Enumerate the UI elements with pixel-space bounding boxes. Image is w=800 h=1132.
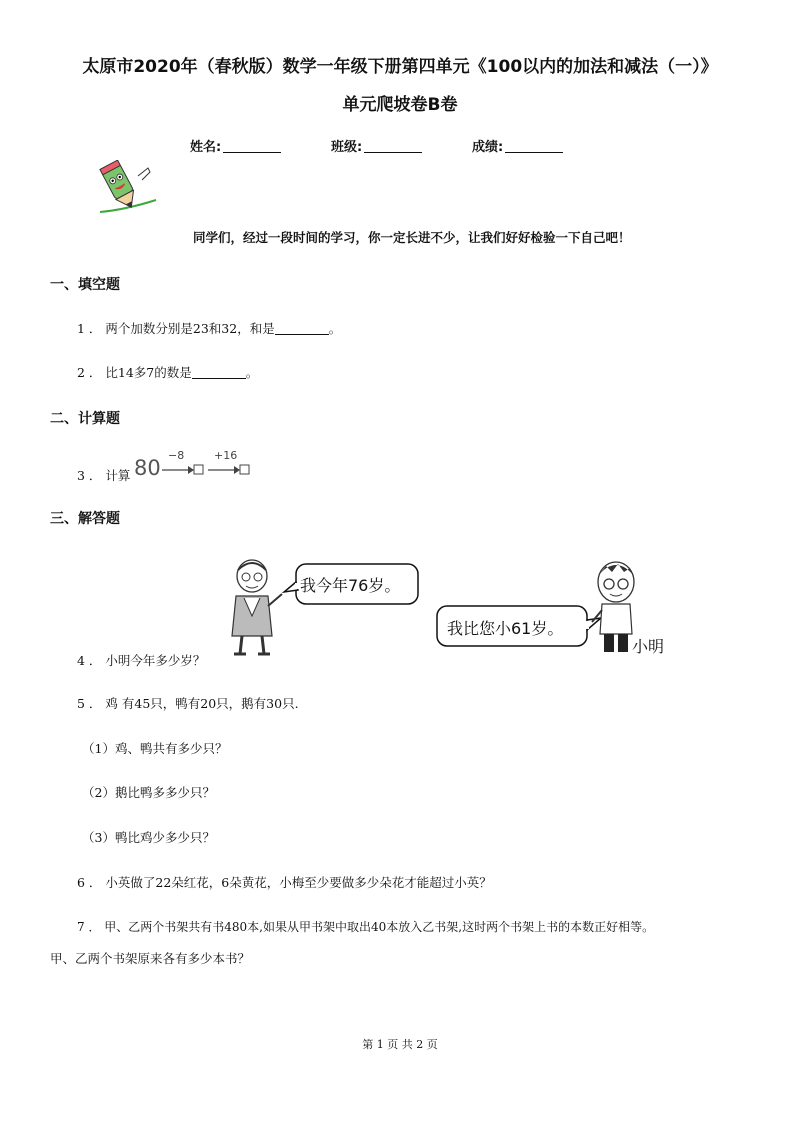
pencil-mascot-icon: [94, 160, 160, 216]
question-2-text: 2 ． 比14多7的数是: [77, 365, 192, 380]
question-3-op1: −8: [168, 449, 185, 462]
name-blank[interactable]: [223, 140, 281, 153]
score-field: [472, 136, 563, 155]
greeting-text: 同学们，经过一段时间的学习，你一定长进不少，让我们好好检验一下自己吧！: [193, 230, 631, 245]
question-3-start-number: 80: [134, 456, 161, 480]
question-5-part-1: （1）鸡、鸭共有多少只？: [82, 741, 228, 756]
question-7-line1: 7 ． 甲、乙两个书架共有书480本,如果从甲书架中取出40本放入乙书架,这时两个书架上书的本数正好相等。: [77, 920, 655, 934]
grandpa-figure-icon: [222, 556, 284, 662]
question-5-part-3: （3）鸭比鸡少多少只？: [82, 830, 215, 845]
question-2-answer-blank[interactable]: [192, 366, 246, 379]
question-1-text: 1 ． 两个加数分别是23和32，和是: [77, 321, 275, 336]
class-label: 班级:: [331, 140, 363, 155]
question-1-suffix: 。: [328, 321, 342, 336]
page-footer: 第 1 页 共 2 页: [362, 1038, 438, 1051]
question-1: [77, 319, 341, 337]
question-3-op2: +16: [214, 449, 238, 462]
boy-speech-text: 我比您小61岁。: [447, 619, 564, 638]
question-2-suffix: 。: [245, 365, 259, 380]
section-heading-word-problems: 三、解答题: [50, 511, 120, 527]
score-blank[interactable]: [505, 140, 563, 153]
question-1-answer-blank[interactable]: [275, 322, 329, 335]
name-field: [190, 136, 281, 155]
section-heading-calculation: 二、计算题: [50, 411, 120, 427]
answer-box-1: [194, 465, 203, 474]
question-5-part-2: （2）鹅比鸭多多少只？: [82, 785, 215, 800]
answer-box-2: [240, 465, 249, 474]
page-title-line1: 太原市2020年（春秋版）数学一年级下册第四单元《100以内的加法和减法（一）》: [82, 57, 718, 77]
boy-name-label: 小明: [632, 637, 665, 656]
class-field: [331, 136, 422, 155]
name-label: 姓名:: [190, 140, 222, 155]
question-6: 6 ． 小英做了22朵红花，6朵黄花，小梅至少要做多少朵花才能超过小英？: [77, 875, 492, 890]
question-3-arrow-chain: [160, 462, 252, 478]
class-blank[interactable]: [364, 140, 422, 153]
section-heading-fill-blank: 一、填空题: [50, 277, 120, 293]
score-label: 成绩:: [472, 140, 504, 155]
question-7-line2: 甲、乙两个书架原来各有多少本书？: [50, 951, 251, 966]
grandpa-speech-text: 我今年76岁。: [300, 576, 401, 595]
question-2: [77, 363, 258, 381]
question-5: 5 ． 鸡 有45只，鸭有20只，鹅有30只.: [77, 696, 299, 711]
question-4: 4 ． 小明今年多少岁？: [77, 653, 206, 668]
page-title-line2: 单元爬坡卷B卷: [342, 95, 458, 115]
question-3-text: 3 ． 计算: [77, 468, 131, 483]
